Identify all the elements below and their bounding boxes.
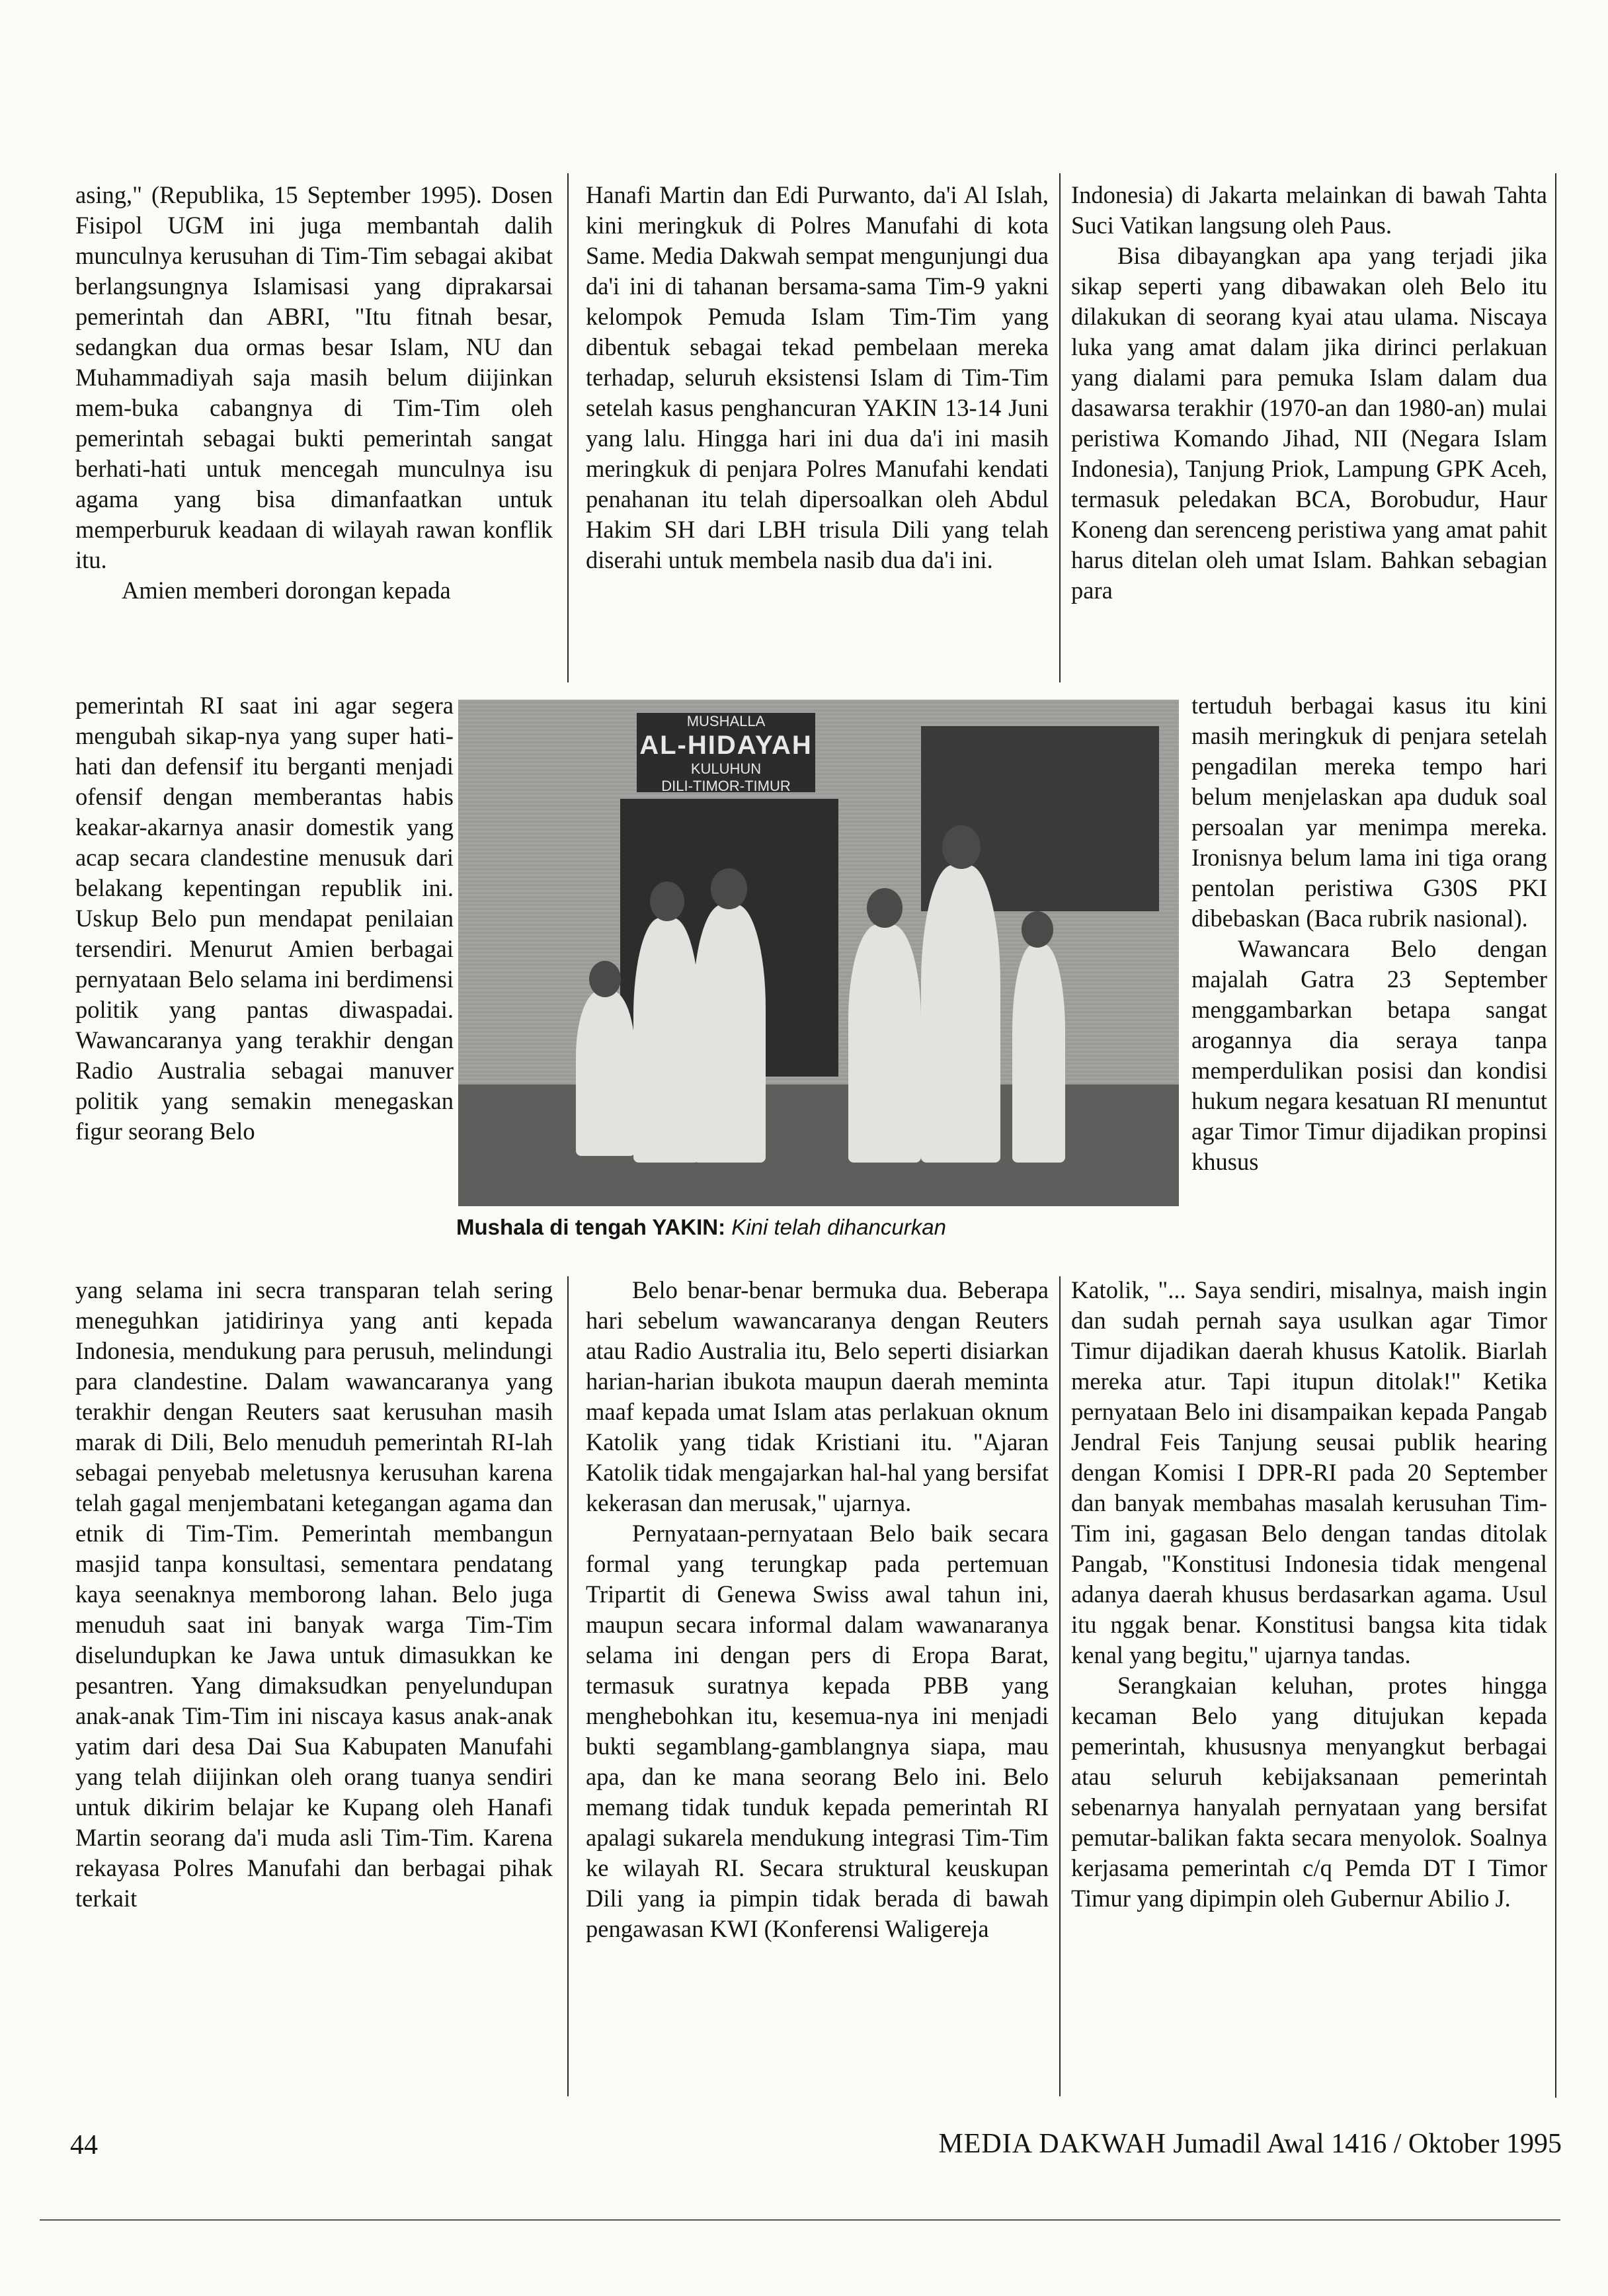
person-head	[589, 961, 621, 997]
column-3-top	[1071, 180, 1547, 606]
person-figure	[693, 905, 766, 1163]
photo-caption	[456, 1214, 1184, 1241]
person-figure	[633, 918, 700, 1163]
sign-text: DILI-TIMOR-TIMUR	[661, 778, 791, 794]
column-divider-left	[567, 173, 569, 682]
person-figure	[576, 991, 635, 1156]
column-1-wrap	[75, 690, 454, 1147]
column-divider-right-lower	[1059, 1276, 1061, 2096]
person-head	[867, 888, 903, 928]
person-head	[711, 868, 747, 909]
person-head	[1022, 911, 1053, 948]
column-1-top	[75, 180, 553, 606]
paragraph: asing," (Republika, 15 September 1995). Dosen Fisipol UGM ini juga membantah dalih munculnya kerusuhan di Tim-Tim sebagai akibat berlangsungnya Islamisasi yang diprakarsai pemerintah dan ABRI, "Itu fitnah besar, sedangkan dua ormas besar Islam, NU dan Muhammadiyah saja masih belum diijinkan mem-buka cabangnya di Tim-Tim oleh pemerintah sebagai bukti pemerintah sangat berhati-hati untuk mencegah munculnya isu agama yang bisa dimanfaatkan untuk memperburuk keadaan di wilayah rawan konflik itu.	[75, 181, 553, 573]
sign-text: AL-HIDAYAH	[639, 731, 813, 760]
person-figure	[921, 865, 1000, 1163]
bottom-rule	[40, 2219, 1560, 2221]
paragraph: Katolik, "... Saya sendiri, misalnya, maish ingin dan sudah pernah saya usulkan agar Timor Timur dijadikan daerah khusus Katolik. Biarlah mereka atur. Tapi itupun ditolak!" Ketika pernyataan Belo ini disampaikan kepada Pangab Jendral Feis Tanjung seusai publik hearing dengan Komisi I DPR-RI pada 20 September dan banyak membahas masalah kerusuhan Tim-Tim ini, gagasan Belo dengan tandas ditolak Pangab, "Konstitusi Indonesia tidak mengenal adanya daerah khusus berdasarkan agama. Usul itu nggak benar. Konstitusi bangsa kita tidak kenal yang begitu," ujarnya tandas.	[1071, 1276, 1547, 1668]
photo-floor	[458, 1085, 1179, 1206]
column-2-bottom	[586, 1275, 1049, 1944]
paragraph: yang selama ini secra transparan telah sering meneguhkan jatidirinya yang anti kepada Indonesia, mendukung para perusuh, melindungi para clandestine. Dalam wawancaranya yang terakhir dengan Reuters saat kerusuhan masih marak di Dili, Belo menuduh pemerintah RI-lah sebagai penyebab meletusnya kerusuhan karena telah gagal menjembatani ketegangan agama dan etnik di Tim-Tim. Pemerintah membangun masjid tanpa konsultasi, sementara pendatang kaya seenaknya memborong lahan. Belo juga menuduh saat ini banyak warga Tim-Tim diselundupkan ke Jawa untuk dimasukkan ke pesantren. Yang dimaksudkan penyelundupan anak-anak Tim-Tim ini niscaya kasus anak-anak yatim dari desa Dai Sua Kabupaten Manufahi yang telah diijinkan oleh orang tuanya sendiri untuk dikirim belajar ke Kupang oleh Hanafi Martin seorang da'i muda asli Tim-Tim. Karena rekayasa Polres Manufahi dan berbagai pihak terkait	[75, 1276, 553, 1912]
paragraph: Bisa dibayangkan apa yang terjadi jika sikap seperti yang dibawakan oleh Belo itu dilakukan di seorang kyai atau ulama. Niscaya luka yang amat dalam jika dirinci perlakuan yang dialami para pemuka Islam dalam dua dasawarsa terakhir (1970-an dan 1980-an) mulai peristiwa Komando Jihad, NII (Negara Islam Indonesia), Tanjung Priok, Lampung GPK Aceh, termasuk peledakan BCA, Borobudur, Haur Koneng dan serenceng peristiwa yang amat pahit harus ditelan oleh umat Islam. Bahkan sebagian para	[1071, 242, 1547, 604]
footer-masthead	[938, 2128, 1562, 2160]
magazine-name: MEDIA DAKWAH	[938, 2129, 1166, 2159]
paragraph: tertuduh berbagai kasus itu kini masih meringkuk di penjara setelah pengadilan mereka tempo hari belum menjelaskan apa duduk soal persoalan yar menimpa mereka. Ironisnya belum lama ini tiga orang pentolan peristiwa G30S PKI dibebaskan (Baca rubrik nasional).	[1191, 692, 1547, 932]
mushala-sign	[637, 713, 815, 792]
mushala-photo	[458, 700, 1179, 1206]
column-3-bottom	[1071, 1275, 1547, 1914]
paragraph: Serangkaian keluhan, protes hingga kecaman Belo yang ditujukan kepada pemerintah, khususnya menyangkut berbagai atau seluruh kebijaksanaan pemerintah sebenarnya hanyalah pernyataan yang bersifat pemutar-balikan fakta secara menyolok. Soalnya kerjasama pemerintah c/q Pemda DT I Timor Timur yang dipimpin oleh Gubernur Abilio J.	[1071, 1672, 1547, 1912]
caption-italic: Kini telah dihancurkan	[731, 1215, 946, 1239]
column-1-bottom	[75, 1275, 553, 1914]
paragraph: Belo benar-benar bermuka dua. Beberapa hari sebelum wawancaranya dengan Reuters atau Radio Australia itu, Belo seperti disiarkan harian-harian ibukota maupun daerah meminta maaf kepada umat Islam atas perlakuan oknum Katolik yang tidak Kristiani itu. "Ajaran Katolik tidak mengajarkan hal-hal yang bersifat kekerasan dan merusak," ujarnya.	[586, 1276, 1049, 1516]
column-3-wrap	[1191, 690, 1547, 1177]
column-divider-left-lower	[567, 1276, 569, 2096]
paragraph: Indonesia) di Jakarta melainkan di bawah Tahta Suci Vatikan langsung oleh Paus.	[1071, 181, 1547, 239]
page-right-border	[1555, 173, 1556, 2098]
sign-text: KULUHUN	[690, 760, 762, 777]
issue-date: Jumadil Awal 1416 / Oktober 1995	[1173, 2129, 1562, 2159]
person-head	[650, 882, 684, 921]
person-figure	[1012, 944, 1065, 1163]
person-figure	[848, 924, 921, 1163]
person-head	[942, 825, 981, 869]
paragraph: pemerintah RI saat ini agar segera mengubah sikap-nya yang super hati-hati dan defensif itu berganti menjadi ofensif dengan memberantas habis keakar-akarnya anasir domestik yang acap secara clandestine menusuk dari belakang kepentingan republik ini. Uskup Belo pun mendapat penilaian tersendiri. Menurut Amien berbagai pernyataan Belo selama ini berdimensi politik yang pantas diwaspadai. Wawancaranya yang terakhir dengan Radio Australia sebagai manuver politik yang semakin menegaskan figur seorang Belo	[75, 692, 454, 1145]
paragraph: Amien memberi dorongan kepada	[122, 577, 451, 604]
paragraph: Wawancara Belo dengan majalah Gatra 23 September menggambarkan betapa sangat arogannya dia seraya tanpa memperdulikan posisi dan kondisi hukum negara kesatuan RI menuntut agar Timor Timur dijadikan propinsi khusus	[1191, 935, 1547, 1175]
column-2-top	[586, 180, 1049, 575]
paragraph: Hanafi Martin dan Edi Purwanto, da'i Al Islah, kini meringkuk di Polres Manufahi di kota Same. Media Dakwah sempat mengunjungi dua da'i ini di tahanan bersama-sama Tim-9 yakni kelompok Pemuda Islam Tim-Tim yang dibentuk sebagai tekad pembelaan mereka terhadap, seluruh eksistensi Islam di Tim-Tim setelah kasus penghancuran YAKIN 13-14 Juni yang lalu. Hingga hari ini dua da'i ini masih meringkuk di penjara Polres Manufahi kendati penahanan itu telah dipersoalkan oleh Abdul Hakim SH dari LBH trisula Dili yang telah diserahi untuk membela nasib dua da'i ini.	[586, 181, 1049, 573]
page-number: 44	[70, 2130, 98, 2160]
paragraph: Pernyataan-pernyataan Belo baik secara formal yang terungkap pada pertemuan Tripartit di Genewa Swiss awal tahun ini, maupun secara informal dalam wawanaranya selama ini dengan pers di Eropa Barat, termasuk suratnya kepada PBB yang menghebohkan itu, kesemua-nya ini menjadi bukti segamblang-gamblangnya siapa, mau apa, dan ke mana seorang Belo ini. Belo memang tidak tunduk kepada pemerintah RI apalagi sukarela mendukung integrasi Tim-Tim ke wilayah RI. Secara struktural keuskupan Dili yang ia pimpin tidak berada di bawah pengawasan KWI (Konferensi Waligereja	[586, 1520, 1049, 1942]
column-divider-right	[1059, 173, 1061, 682]
caption-bold: Mushala di tengah YAKIN:	[456, 1215, 726, 1239]
sign-text: MUSHALLA	[686, 713, 766, 729]
